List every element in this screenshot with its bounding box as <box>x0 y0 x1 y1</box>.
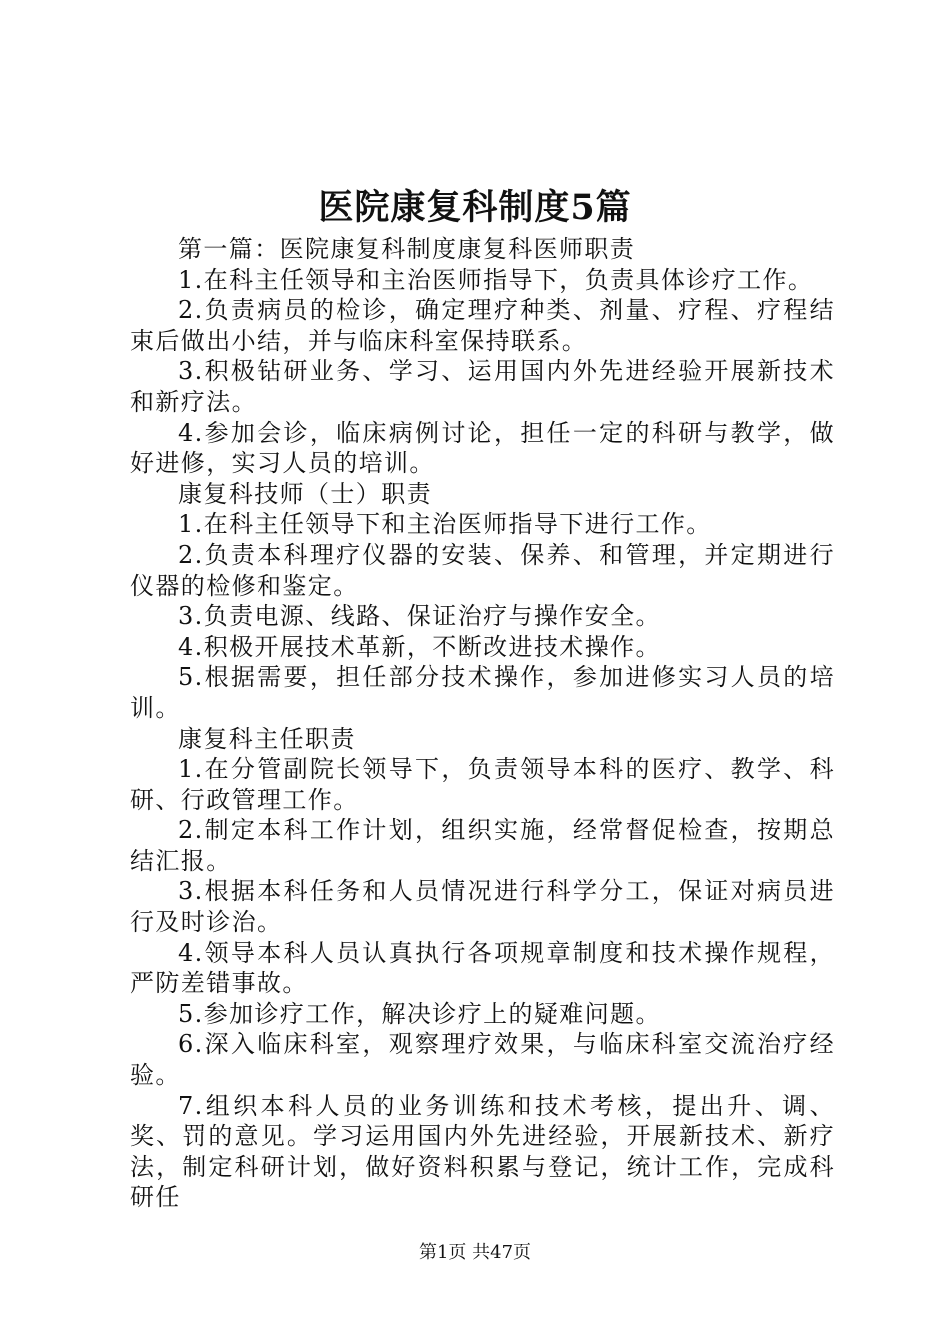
paragraph: 7.组织本科人员的业务训练和技术考核，提出升、调、奖、罚的意见。学习运用国内外先进经验，开展新技术、新疗法，制定科研计划，做好资料积累与登记，统计工作，完成科研任 <box>130 1091 835 1212</box>
paragraph: 3.积极钻研业务、学习、运用国内外先进经验开展新技术和新疗法。 <box>130 357 835 416</box>
paragraph: 5.参加诊疗工作，解决诊疗上的疑难问题。 <box>178 999 661 1028</box>
section-heading: 康复科技师（士）职责 <box>178 479 432 508</box>
paragraph: 2.负责病员的检诊，确定理疗种类、剂量、疗程、疗程结束后做出小结，并与临床科室保持联系。 <box>130 296 835 355</box>
page-number-footer: 第1页 共47页 <box>418 1242 532 1263</box>
section-heading: 第一篇：医院康复科制度康复科医师职责 <box>178 235 636 263</box>
paragraph: 6.深入临床科室，观察理疗效果，与临床科室交流治疗经验。 <box>130 1030 835 1090</box>
paragraph: 1.在科主任领导和主治医师指导下，负责具体诊疗工作。 <box>178 265 814 294</box>
paragraph: 3.根据本科任务和人员情况进行科学分工，保证对病员进行及时诊治。 <box>130 877 835 937</box>
paragraph: 5.根据需要，担任部分技术操作，参加进修实习人员的培训。 <box>130 663 835 722</box>
section-heading: 康复科主任职责 <box>178 724 356 753</box>
paragraph: 4.领导本科人员认真执行各项规章制度和技术操作规程，严防差错事故。 <box>130 938 835 998</box>
paragraph: 2.制定本科工作计划，组织实施，经常督促检查，按期总结汇报。 <box>130 816 835 875</box>
document-title: 医院康复科制度5篇 <box>318 187 632 228</box>
paragraph: 4.参加会诊，临床病例讨论，担任一定的科研与教学，做好进修，实习人员的培训。 <box>130 418 835 478</box>
document-body <box>130 234 835 1213</box>
paragraph: 4.积极开展技术革新，不断改进技术操作。 <box>178 632 661 661</box>
paragraph: 2.负责本科理疗仪器的安装、保养、和管理，并定期进行仪器的检修和鉴定。 <box>130 540 835 600</box>
paragraph: 1.在分管副院长领导下，负责领导本科的医疗、教学、科研、行政管理工作。 <box>130 755 835 814</box>
paragraph: 3.负责电源、线路、保证治疗与操作安全。 <box>178 602 661 631</box>
paragraph: 1.在科主任领导下和主治医师指导下进行工作。 <box>178 510 712 539</box>
